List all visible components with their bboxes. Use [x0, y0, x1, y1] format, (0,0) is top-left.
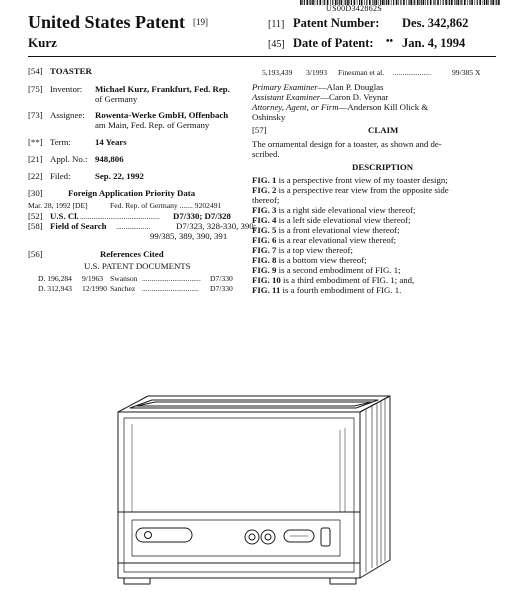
date-marker: ••: [386, 36, 394, 47]
figure-number: FIG. 4: [252, 215, 277, 225]
ref-name: Swanson: [110, 274, 138, 283]
assistant-examiner-name: —Caron D. Veynar: [320, 92, 389, 102]
attorney-line-2: Oshinsky: [252, 112, 286, 122]
figure-number: FIG. 7: [252, 245, 277, 255]
figure-text: is a left side elevational view thereof;: [276, 215, 411, 225]
bread-slot-inner: [137, 402, 372, 406]
ref-class: D7/330: [210, 274, 233, 283]
primary-examiner-name: —Alan P. Douglas: [317, 82, 384, 92]
claim-heading: CLAIM: [368, 125, 399, 135]
figure-number: FIG. 11: [252, 285, 281, 295]
patent-number: Des. 342,862: [402, 16, 469, 30]
right-knob-icon: [261, 530, 275, 544]
left-knob-center-icon: [249, 534, 255, 540]
ref-dots: ..............................: [142, 284, 199, 293]
figure-text: is a bottom view thereof;: [276, 255, 367, 265]
inventor-label: Inventor:: [50, 84, 83, 94]
patent-number-ref: [11]: [268, 19, 285, 30]
inventor-full-name: Michael Kurz, Frankfurt, Fed. Rep.: [95, 84, 230, 94]
figure-text: is a top view thereof;: [276, 245, 353, 255]
patent-number-label: Patent Number:: [293, 16, 380, 30]
toaster-top: [118, 396, 390, 412]
field-line-1: D7/323, 328-330, 390;: [176, 221, 257, 231]
description-heading: DESCRIPTION: [352, 162, 414, 172]
foot-left: [124, 578, 150, 584]
ref-name: Finesman et al.: [338, 68, 385, 77]
term-label: Term:: [50, 137, 71, 147]
ref-name: Sanchez: [110, 284, 136, 293]
field-ref: [58]: [28, 221, 43, 231]
toaster-front: [118, 412, 360, 578]
term-ref: [**]: [28, 137, 43, 147]
figure-text: is a front elevational view thereof;: [276, 225, 400, 235]
uscl-value: D7/330; D7/328: [173, 211, 231, 221]
refs-ref: [56]: [28, 249, 43, 259]
front-panel-frame: [124, 418, 354, 572]
figure-number: FIG. 9: [252, 265, 277, 275]
uscl-label: U.S. Cl.: [50, 211, 79, 221]
attorney-label: Attorney, Agent, or Firm: [252, 102, 339, 112]
front-shading: [132, 424, 345, 512]
patent-office-title: United States Patent: [28, 12, 185, 32]
appl-label: Appl. No.:: [50, 154, 88, 164]
field-dots: ..................: [116, 222, 151, 231]
toaster-side: [360, 396, 390, 578]
foot-right: [330, 578, 356, 584]
figure-number: FIG. 10: [252, 275, 281, 285]
title-ref: [54]: [28, 66, 43, 76]
field-label: Field of Search: [50, 221, 107, 231]
figure-text: is a second embodiment of FIG. 1;: [276, 265, 401, 275]
assignee-label: Assignee:: [50, 110, 85, 120]
ref-date: 9/1963: [82, 274, 104, 283]
side-shading: [366, 399, 385, 572]
figure-text: is a fourth embodiment of FIG. 1.: [280, 285, 402, 295]
inventor-line-2: of Germany: [95, 94, 138, 104]
assignee-line-2: am Main, Fed. Rep. of Germany: [95, 120, 210, 130]
field-line-2: 99/385, 389, 390, 391: [150, 231, 228, 241]
term-value: 14 Years: [95, 137, 127, 147]
date-label: Date of Patent:: [293, 36, 374, 50]
ref-date: 3/1993: [306, 68, 328, 77]
figure-number: FIG. 5: [252, 225, 277, 235]
ref-number: D. 196,284: [38, 274, 72, 283]
filed-value: Sep. 22, 1992: [95, 171, 144, 181]
invention-title: TOASTER: [50, 66, 92, 76]
figure-text: is a third embodiment of FIG. 1; and,: [280, 275, 415, 285]
refs-heading: References Cited: [100, 249, 164, 259]
figure-number: FIG. 6: [252, 235, 277, 245]
ref-dots: ...............................: [142, 274, 201, 283]
bread-slot-outer: [130, 400, 378, 408]
toast-lever: [321, 528, 330, 546]
patent-date: Jan. 4, 1994: [402, 36, 466, 50]
ref-number: 5,193,439: [262, 68, 293, 77]
refs-subheading: U.S. PATENT DOCUMENTS: [84, 261, 191, 271]
assignee-line-1: Rowenta-Werke GmbH, Offenbach: [95, 110, 229, 120]
figure-text: is a perspective front view of my toaster design;: [276, 175, 448, 185]
assistant-examiner-label: Assistant Examiner: [252, 92, 321, 102]
assignee-ref: [73]: [28, 110, 43, 120]
priority-ref: [30]: [28, 188, 43, 198]
primary-examiner-label: Primary Examiner: [252, 82, 318, 92]
control-panel: [132, 520, 340, 556]
figure-text: is a rear elevational view thereof;: [276, 235, 397, 245]
claim-line-1: The ornamental design for a toaster, as shown and de-: [252, 139, 442, 149]
ref-number: D. 312,943: [38, 284, 72, 293]
left-knob-icon: [245, 530, 259, 544]
claim-line-2: scribed.: [252, 149, 280, 159]
uscl-ref: [52]: [28, 211, 43, 221]
inventor-ref: [75]: [28, 84, 43, 94]
figure-text: thereof;: [252, 195, 280, 205]
filed-ref: [22]: [28, 171, 43, 181]
priority-date: Mar. 28, 1992 [DE]: [28, 201, 88, 210]
filed-label: Filed:: [50, 171, 71, 181]
barcode-number: US00D342862S: [326, 4, 383, 13]
priority-heading: Foreign Application Priority Data: [68, 188, 196, 198]
ref-date: 12/1990: [82, 284, 107, 293]
claim-ref: [57]: [252, 125, 267, 135]
attorney-name: —Anderson Kill Olick &: [338, 102, 429, 112]
figure-text: is a perspective rear view from the opposite side: [276, 185, 449, 195]
slider-knob-icon: [145, 532, 152, 539]
figure-number: FIG. 2: [252, 185, 277, 195]
ref-class: D7/330: [210, 284, 233, 293]
right-knob-center-icon: [265, 534, 271, 540]
figure-number: FIG. 3: [252, 205, 277, 215]
appl-ref: [21]: [28, 154, 43, 164]
figure-number: FIG. 8: [252, 255, 277, 265]
figure-text: is a right side elevational view thereof;: [276, 205, 416, 215]
ref-dots: ....................: [393, 68, 431, 77]
title-ref-code: [19]: [193, 17, 208, 27]
uscl-dots: ..........................................: [80, 212, 160, 221]
date-ref: [45]: [268, 39, 285, 50]
inventor-surname: Kurz: [28, 35, 57, 50]
priority-country: Fed. Rep. of Germany ....... 9202491: [110, 201, 222, 210]
ref-class: 99/385 X: [452, 68, 481, 77]
figure-number: FIG. 1: [252, 175, 277, 185]
appl-value: 948,806: [95, 154, 124, 164]
